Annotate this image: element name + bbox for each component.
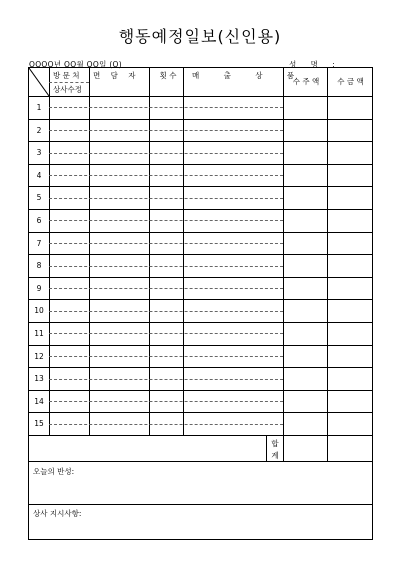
header-visit: 방 문 처: [53, 71, 80, 80]
row-dash: [49, 107, 283, 108]
row-number: 8: [36, 261, 42, 271]
row-dash: [49, 220, 283, 221]
row-line: [29, 277, 372, 278]
row-number: 3: [36, 148, 42, 158]
row-line: [29, 164, 372, 165]
row-dash: [49, 311, 283, 312]
row-number: 14: [34, 396, 44, 406]
row-dash: [49, 266, 283, 267]
row-dash: [49, 198, 283, 199]
row-line: [29, 435, 372, 436]
column-line: [327, 68, 328, 461]
row-line: [29, 345, 372, 346]
reflection-label: 오늘의 반성:: [33, 467, 75, 476]
row-dash: [49, 153, 283, 154]
header-dash: [49, 82, 89, 83]
reflection-line: [29, 504, 372, 505]
row-number: 5: [36, 193, 42, 203]
total-line: [29, 461, 372, 462]
row-dash: [49, 130, 283, 131]
column-line: [283, 68, 284, 461]
row-line: [29, 209, 372, 210]
report-form: [28, 67, 373, 540]
total-label: 합 계: [271, 439, 279, 460]
row-line: [29, 322, 372, 323]
column-line: [266, 435, 267, 461]
date-line: OOOO년 OO월 OO일 (O): [29, 60, 122, 69]
row-dash: [49, 401, 283, 402]
header-collect-amount: 수 금 액: [337, 77, 364, 86]
row-dash: [49, 175, 283, 176]
row-number: 10: [34, 306, 44, 316]
row-number: 2: [36, 125, 42, 135]
row-line: [29, 186, 372, 187]
column-line: [149, 68, 150, 435]
row-line: [29, 119, 372, 120]
row-number: 15: [34, 419, 44, 429]
row-number: 11: [34, 329, 44, 338]
header-interviewee: 면 담 자: [93, 71, 136, 80]
row-dash: [49, 356, 283, 357]
row-line: [29, 299, 372, 300]
row-dash: [49, 333, 283, 334]
row-dash: [49, 243, 283, 244]
instruction-label: 상사 지시사항:: [33, 509, 82, 518]
header-line: [29, 96, 372, 97]
row-line: [29, 412, 372, 413]
column-line: [183, 68, 184, 435]
header-diagonal: [29, 68, 49, 96]
row-number: 9: [36, 283, 42, 293]
header-boss-correction: 상사수정: [53, 85, 82, 94]
row-number: 4: [36, 170, 42, 180]
row-dash: [49, 288, 283, 289]
row-number: 12: [34, 351, 44, 361]
row-dash: [49, 424, 283, 425]
row-line: [29, 141, 372, 142]
row-number: 7: [36, 238, 42, 248]
column-line: [89, 68, 90, 435]
column-line: [49, 68, 50, 435]
row-line: [29, 390, 372, 391]
page-title: 행동예정일보(신인용): [118, 27, 282, 46]
row-dash: [49, 379, 283, 380]
row-line: [29, 254, 372, 255]
row-line: [29, 367, 372, 368]
row-number: 6: [36, 216, 42, 225]
header-order-amount: 수 주 액: [292, 77, 320, 86]
header-count: 횟 수: [159, 71, 177, 80]
row-number: 1: [36, 103, 42, 112]
name-label: 성 명 :: [289, 60, 341, 69]
row-number: 13: [34, 374, 44, 384]
header-product: 매 출 상 품: [192, 71, 295, 80]
row-line: [29, 232, 372, 233]
